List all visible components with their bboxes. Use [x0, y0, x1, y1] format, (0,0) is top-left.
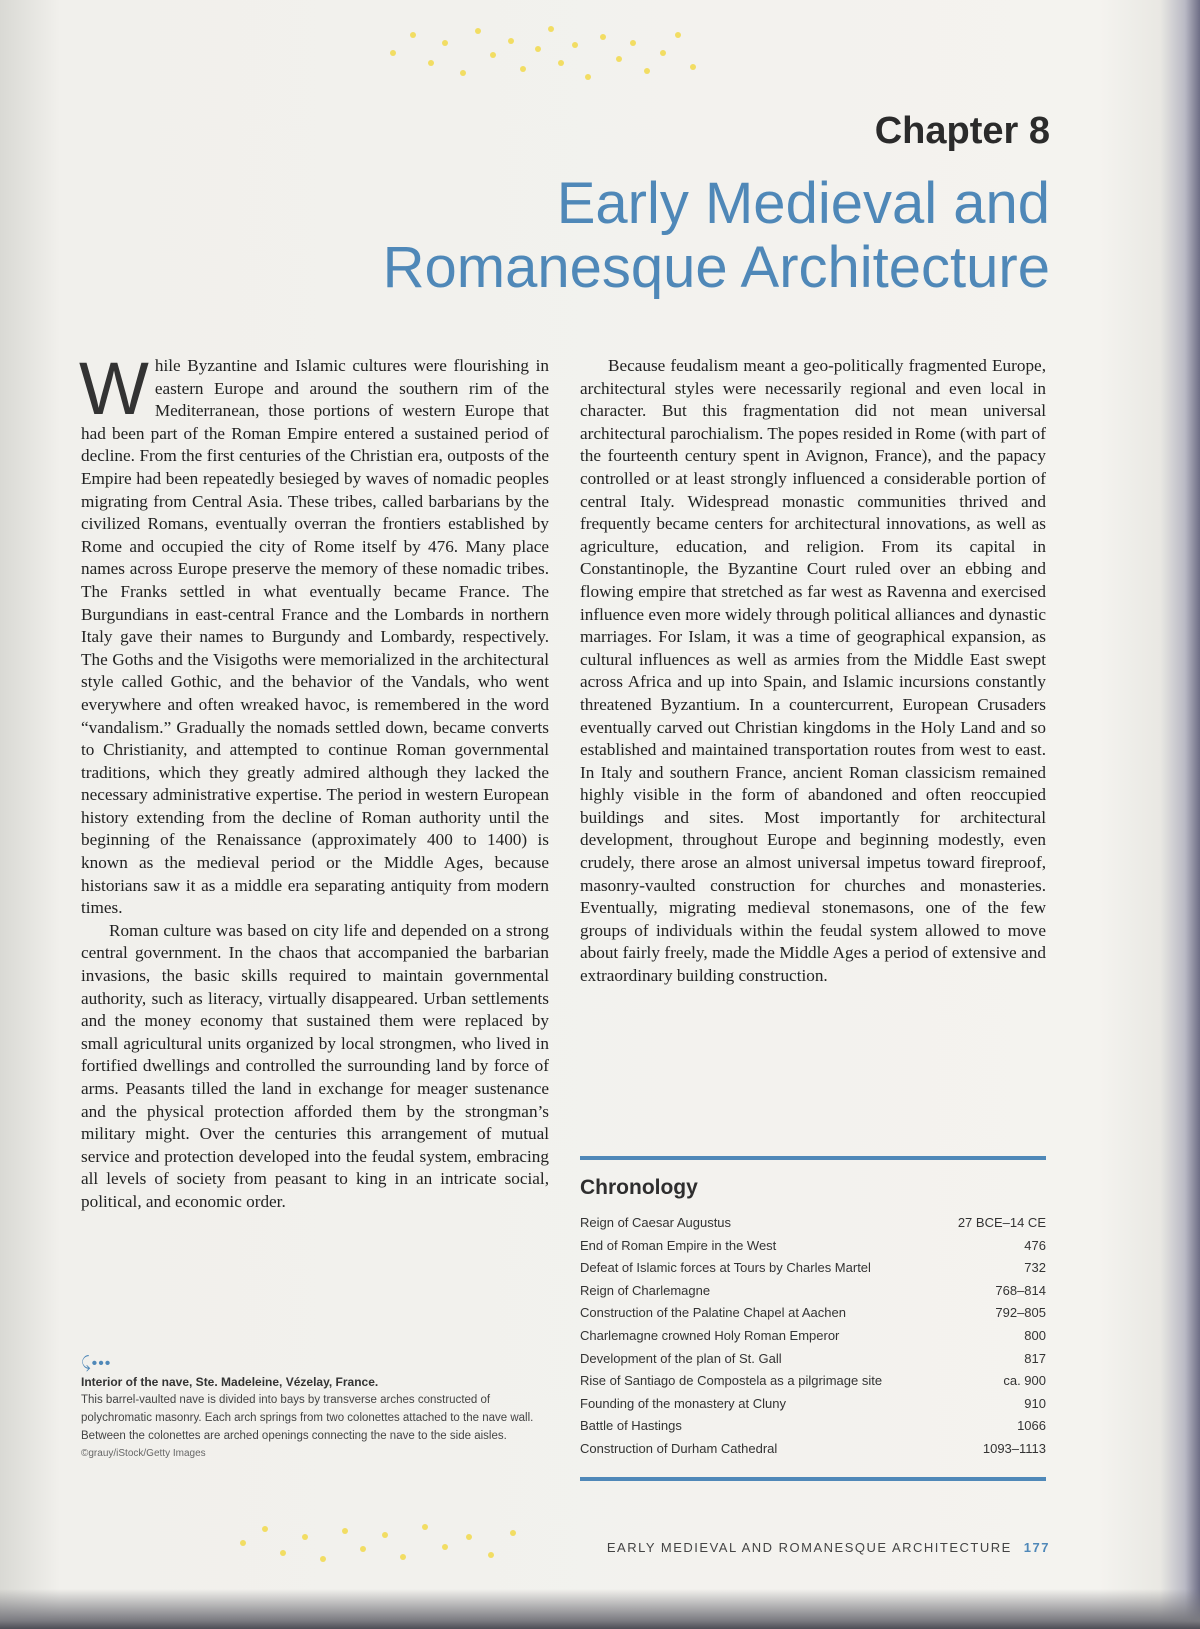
chronology-event: Reign of Caesar Augustus — [580, 1215, 732, 1230]
decorative-dots-top — [380, 20, 720, 100]
chronology-title: Chronology — [580, 1176, 698, 1199]
caption-text: This barrel-vaulted nave is divided into bays by transverse arches constructed of polychromatic masonry. Each arch springs from two colonettes attached to the nave wall. Between the colonettes are arched openings connecting the nave to the side aisles. — [81, 1394, 534, 1442]
chronology-event: Reign of Charlemagne — [580, 1282, 711, 1298]
page-number: 177 — [1023, 1540, 1050, 1555]
chronology-row — [580, 1348, 1046, 1371]
page-bottom-shadow — [0, 1589, 1200, 1629]
chronology-row — [580, 1212, 1046, 1235]
chronology-event: Founding of the monastery at Cluny — [580, 1395, 786, 1411]
chronology-box — [580, 1156, 1046, 1481]
chronology-event: Development of the plan of St. Gall — [580, 1350, 782, 1366]
chapter-label: Chapter 8 — [874, 110, 1050, 152]
chronology-event: End of Roman Empire in the West — [580, 1237, 777, 1253]
left-column — [79, 347, 549, 1214]
decorative-dots-bottom — [230, 1520, 530, 1570]
chronology-event: Charlemagne crowned Holy Roman Emperor — [580, 1327, 840, 1343]
chronology-event: Defeat of Islamic forces at Tours by Charles Martel — [580, 1260, 871, 1276]
chronology-row — [580, 1415, 1046, 1438]
chapter-title — [150, 172, 1050, 300]
chronology-top-rule — [580, 1156, 1046, 1160]
caption-arrow-icon: ⤹••• — [81, 1355, 112, 1372]
right-column — [580, 355, 1046, 988]
caption-title: Interior of the nave, Ste. Madeleine, Vézelay, France. — [81, 1375, 379, 1389]
chronology-date: ca. 900 — [1003, 1373, 1046, 1389]
chronology-row — [580, 1393, 1046, 1416]
chronology-bottom-rule — [580, 1477, 1046, 1481]
chronology-event: Construction of Durham Cathedral — [580, 1440, 778, 1456]
chronology-date: 768–814 — [995, 1282, 1046, 1298]
figure-caption — [81, 1355, 541, 1463]
chronology-date: 1093–1113 — [982, 1440, 1046, 1456]
chronology-row — [580, 1302, 1046, 1325]
chronology-row — [580, 1370, 1046, 1393]
caption-credit: ©grauy/iStock/Getty Images — [81, 1448, 206, 1459]
chronology-date: 27 BCE–14 CE — [957, 1215, 1046, 1230]
chronology-date: 1066 — [1017, 1418, 1046, 1434]
chronology-event: Construction of the Palatine Chapel at Aachen — [580, 1305, 846, 1321]
chapter-title-line-1: Early Medieval and — [556, 171, 1050, 236]
chronology-row — [580, 1325, 1046, 1348]
chronology-date: 476 — [1024, 1237, 1046, 1253]
page-footer — [607, 1540, 1050, 1555]
paragraph-2: Roman culture was based on city life and depended on a strong central government. In the chaos that accompanied the barbarian invasions, the basic skills required to maintain governmental authority, such as literacy, virtually disappeared. Urban settlements and the money economy that sustained them were replaced by small agricultural units organized by local strongmen, who lived in fortified dwellings and controlled the surrounding land by force of arms. Peasants tilled the land in exchange for meager sustenance and the physical protection afforded them by the strongman’s military might. Over the centuries this arrangement of mutual service and protection developed into the feudal system, embracing all levels of society from peasant to king in an intricate social, political, and economic order. — [81, 920, 549, 1211]
chronology-row — [580, 1257, 1046, 1280]
chronology-date: 800 — [1024, 1327, 1046, 1343]
chronology-event: Rise of Santiago de Compostela as a pilgrimage site — [580, 1373, 883, 1389]
chronology-date: 817 — [1024, 1350, 1046, 1366]
chronology-row — [580, 1280, 1046, 1303]
running-head: EARLY MEDIEVAL AND ROMANESQUE ARCHITECTURE — [606, 1540, 1012, 1555]
chronology-list — [580, 1212, 1046, 1461]
paragraph-1 — [79, 347, 549, 920]
chapter-title-line-2: Romanesque Architecture — [382, 235, 1050, 300]
paragraph-1-text: hile Byzantine and Islamic cultures were flourishing in eastern Europe and around the southern rim of the Mediterranean, those portions of western Europe that had been part of the Roman Empire entered a sustained period of decline. From the first centuries of the Christian era, outposts of the Empire had been repeatedly besieged by waves of nomadic peoples migrating from Central Asia. These tribes, called barbarians by the civilized Romans, eventually overran the frontiers established by Rome and occupied the city of Rome itself by 476. Many place names across Europe preserve the memory of these nomadic tribes. The Franks settled in what eventually became France. The Burgundians in east-central France and the Lombards in northern Italy gave their names to Burgundy and Lombardy, respectively. The Goths and the Visigoths were memorialized in the architectural style called Gothic, and the behavior of the Vandals, who went everywhere and often wreaked havoc, is remembered in the word “vandalism.” Gradually the nomads settled down, became converts to Christianity, and attempted to continue Roman governmental traditions, which they greatly admired although they lacked the necessary administrative expertise. The period in western European history extending from the decline of Roman authority until the beginning of the Renaissance (approximately 400 to 1400) is known as the medieval period or the Middle Ages, because historians saw it as a middle era separating antiquity from modern times. — [81, 356, 549, 918]
chronology-event: Battle of Hastings — [580, 1418, 682, 1434]
chronology-date: 732 — [1024, 1260, 1046, 1276]
chronology-row — [580, 1438, 1046, 1461]
chronology-date: 792–805 — [995, 1305, 1046, 1321]
drop-cap: W — [79, 347, 149, 430]
paragraph-3: Because feudalism meant a geo-politically fragmented Europe, architectural styles were necessarily regional and even local in character. But this fragmentation did not mean universal architectural parochialism. The popes resided in Rome (with part of the fourteenth century spent in Avignon, France), and the papacy controlled or at least strongly influenced a considerable portion of central Italy. Widespread monastic communities thrived and frequently became centers for architectural innovations, as well as agriculture, education, and religion. From its capital in Constantinople, the Byzantine Court ruled over an ebbing and flowing empire that stretched as far west as Ravenna and exercised influence even more widely through political alliances and dynastic marriages. For Islam, it was a time of geographical expansion, as cultural influences as well as armies from the Middle East swept across Africa and up into Spain, and Islamic incursions constantly threatened Byzantium. In a countercurrent, European Crusaders eventually carved out Christian kingdoms in the Holy Land and so established and maintained transportation routes from west to east. In Italy and southern France, ancient Roman classicism remained highly visible in the form of abandoned and often reoccupied buildings and sites. Most importantly for architectural development, throughout Europe and beginning modestly, even crudely, there arose an almost universal impetus toward fireproof, masonry-vaulted construction for churches and monasteries. Eventually, migrating medieval stonemasons, one of the few groups of individuals within the feudal system allowed to move about fairly freely, made the Middle Ages a period of extensive and extraordinary building construction. — [580, 356, 1046, 986]
chronology-date: 910 — [1024, 1395, 1046, 1411]
chronology-row — [580, 1235, 1046, 1258]
